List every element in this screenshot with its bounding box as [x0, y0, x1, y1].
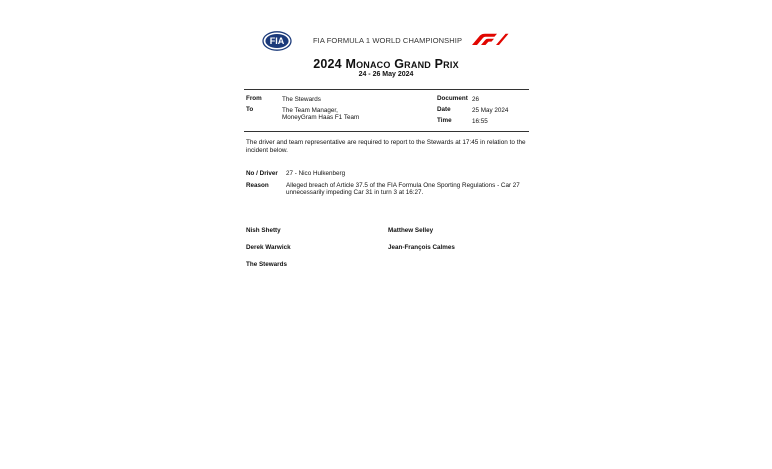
to-label: To [246, 106, 254, 113]
time-value: 16:55 [472, 118, 488, 125]
event-dates: 24 - 26 May 2024 [358, 71, 414, 78]
event-title: 2024 Monaco Grand Prix [313, 57, 459, 71]
stewards-signoff: The Stewards [246, 261, 287, 268]
from-value: The Stewards [282, 96, 321, 103]
to-value-line1: The Team Manager, [282, 107, 338, 114]
date-label: Date [437, 106, 451, 113]
summons-notice: The driver and team representative are required to report to the Stewards at 17:45 in relation to the incident below. [246, 139, 526, 154]
to-value-line2: MoneyGram Haas F1 Team [282, 114, 360, 121]
document-value: 26 [472, 96, 480, 103]
steward-signature-2: Matthew Selley [388, 227, 434, 234]
steward-signature-1: Nish Shetty [246, 227, 281, 234]
fia-logo-text: FIA [269, 36, 285, 47]
time-label: Time [437, 117, 452, 124]
from-label: From [246, 95, 262, 102]
f1-logo-icon [469, 33, 509, 46]
top-divider [244, 89, 529, 90]
driver-value: 27 - Nico Hulkenberg [286, 170, 346, 177]
steward-signature-4: Jean-François Calmes [388, 244, 455, 251]
document-label: Document [437, 95, 468, 102]
reason-value: Alleged breach of Article 37.5 of the FIA Formula One Sporting Regulations - Car 27 unnecessarily impeding Car 31 in turn 3 at 16:27. [286, 182, 520, 197]
driver-label: No / Driver [246, 170, 278, 177]
championship-title: FIA FORMULA 1 WORLD CHAMPIONSHIP [313, 36, 463, 45]
fia-logo-icon [262, 31, 292, 51]
bottom-divider [244, 131, 529, 132]
steward-signature-3: Derek Warwick [246, 244, 291, 251]
reason-label: Reason [246, 182, 269, 189]
date-value: 25 May 2024 [472, 107, 509, 114]
